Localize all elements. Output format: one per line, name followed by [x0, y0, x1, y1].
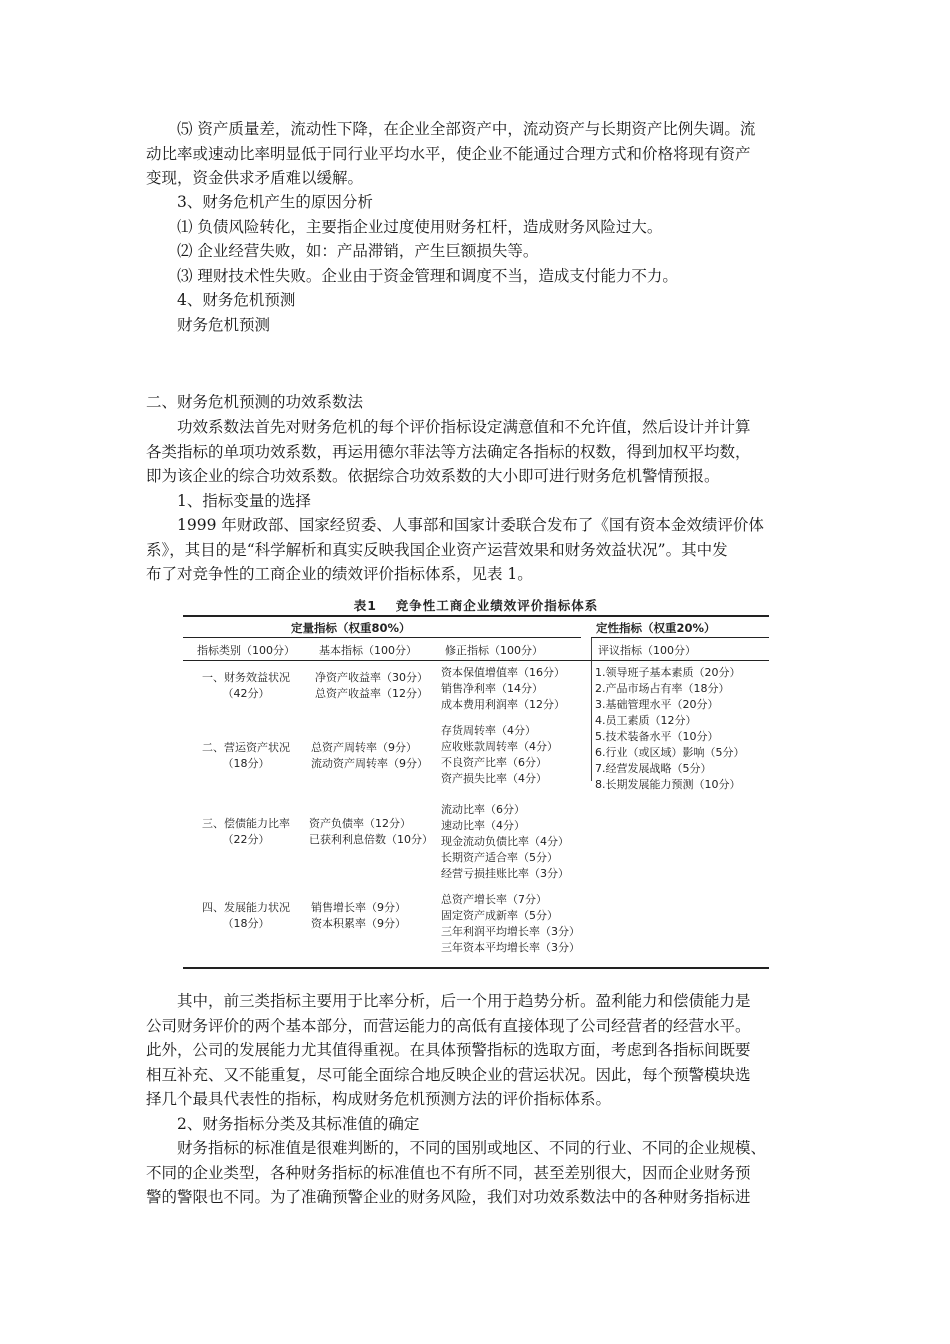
paragraph-line: 其中，前三类指标主要用于比率分析，后一个用于趋势分析。盈利能力和偿债能力是	[177, 992, 751, 1010]
review-divider	[591, 661, 592, 781]
paragraph-line: 动比率或速动比率明显低于同行业平均水平，使企业不能通过合理方式和价格将现有资产	[146, 145, 751, 163]
paragraph-line: 布了对竞争性的工商企业的绩效评价指标体系，见表 1。	[146, 565, 533, 583]
paragraph-line: 择几个最具代表性的指标，构成财务危机预测方法的评价指标体系。	[146, 1090, 612, 1108]
paragraph-line: 不同的企业类型，各种财务指标的标准值也不有所不同，甚至差别很大，因而企业财务预	[146, 1164, 751, 1182]
paragraph-line: 变现，资金供求矛盾难以缓解。	[146, 169, 364, 187]
modify-cell: 资本保值增值率（16分） 销售净利率（14分） 成本费用利润率（12分）	[441, 666, 565, 711]
paragraph-line: 即为该企业的综合功效系数。依据综合功效系数的大小即可进行财务危机警情预报。	[146, 467, 720, 485]
col-category-header: 指标类别（100分）	[197, 644, 295, 657]
quant-header: 定量指标（权重80%）	[291, 621, 411, 635]
header-bottom-rule	[183, 660, 769, 661]
col-basic-header: 基本指标（100分）	[319, 644, 417, 657]
header-divider	[591, 638, 592, 660]
indicator-table	[183, 596, 769, 971]
basic-cell: 净资产收益率（30分） 总资产收益率（12分）	[315, 671, 428, 700]
col-review-header: 评议指标（100分）	[598, 644, 696, 657]
basic-cell: 销售增长率（9分） 资本积累率（9分）	[311, 901, 406, 930]
qual-header: 定性指标（权重20%）	[596, 621, 716, 635]
paragraph-line: 警的警限也不同。为了准确预警企业的财务风险，我们对功效系数法中的各种财务指标进	[146, 1188, 751, 1206]
paragraph-line: 功效系数法首先对财务危机的每个评价指标设定满意值和不允许值，然后设计并计算	[177, 418, 751, 436]
category-cell: 四、发展能力状况 （18分）	[202, 901, 290, 930]
table-top-rule	[183, 615, 769, 617]
paragraph-line: 1999 年财政部、国家经贸委、人事部和国家计委联合发布了《国有资本金效绩评价体	[177, 516, 764, 534]
paragraph-line: 公司财务评价的两个基本部分，而营运能力的高低有直接体现了公司经营者的经营水平。	[146, 1017, 751, 1035]
table-bottom-rule	[183, 967, 769, 969]
paragraph-line: 相互补充、又不能重复，尽可能全面综合地反映企业的营运状况。因此，每个预警模块选	[146, 1066, 751, 1084]
subheading: 3、财务危机产生的原因分析	[177, 193, 373, 211]
quant-underline	[183, 637, 581, 638]
basic-cell: 资产负债率（12分） 已获利利息倍数（10分）	[309, 817, 433, 846]
paragraph-line: 财务指标的标准值是很难判断的，不同的国别或地区、不同的行业、不同的企业规模、	[177, 1139, 767, 1157]
col-modify-header: 修正指标（100分）	[445, 644, 543, 657]
table-title: 表1 竞争性工商企业绩效评价指标体系	[353, 598, 599, 613]
paragraph-line: 系》，其目的是“科学解析和真实反映我国企业资产运营效果和财务效益状况”。其中发	[146, 541, 728, 559]
paragraph-line: 此外，公司的发展能力尤其值得重视。在具体预警指标的选取方面，考虑到各指标间既要	[146, 1041, 751, 1059]
list-item: ⑶ 理财技术性失败。企业由于资金管理和调度不当，造成支付能力不力。	[177, 267, 678, 285]
subheading: 2、财务指标分类及其标准值的确定	[177, 1115, 420, 1133]
list-item: ⑴ 负债风险转化，主要指企业过度使用财务杠杆，造成财务风险过大。	[177, 218, 663, 236]
paragraph-line: ⑸ 资产质量差，流动性下降，在企业全部资产中，流动资产与长期资产比例失调。流	[177, 120, 756, 138]
category-cell: 二、营运资产状况 （18分）	[202, 741, 290, 770]
category-cell: 一、财务效益状况 （42分）	[202, 671, 290, 700]
modify-cell: 存货周转率（4分） 应收账款周转率（4分） 不良资产比率（6分） 资产损失比率（4分）	[441, 724, 558, 785]
subheading: 4、财务危机预测	[177, 291, 296, 309]
paragraph-line: 各类指标的单项功效系数，再运用德尔菲法等方法确定各指标的权数，得到加权平均数，	[146, 443, 751, 461]
modify-cell: 总资产增长率（7分） 固定资产成新率（5分） 三年利润平均增长率（3分） 三年资本平均增长率（3分）	[441, 893, 580, 954]
qual-underline	[591, 637, 769, 638]
basic-cell: 总资产周转率（9分） 流动资产周转率（9分）	[311, 741, 428, 770]
list-item: ⑵ 企业经营失败，如：产品滞销，产生巨额损失等。	[177, 242, 539, 260]
modify-cell: 流动比率（6分） 速动比率（4分） 现金流动负债比率（4分） 长期资产适合率（5分） 经营亏损挂账比率（3分）	[441, 803, 569, 880]
subheading: 1、指标变量的选择	[177, 492, 311, 510]
section-heading: 二、财务危机预测的功效系数法	[146, 393, 364, 411]
paragraph-line: 财务危机预测	[177, 316, 271, 334]
category-cell: 三、偿债能力比率 （22分）	[202, 817, 290, 846]
review-cell: 1.领导班子基本素质（20分） 2.产品市场占有率（18分） 3.基础管理水平（20分） 4.员工素质（12分） 5.技术装备水平（10分） 6.行业（或区域）影响（5分） 7.经营发展战略（5分） 8.长期发展能力预测（10分）	[595, 666, 745, 791]
